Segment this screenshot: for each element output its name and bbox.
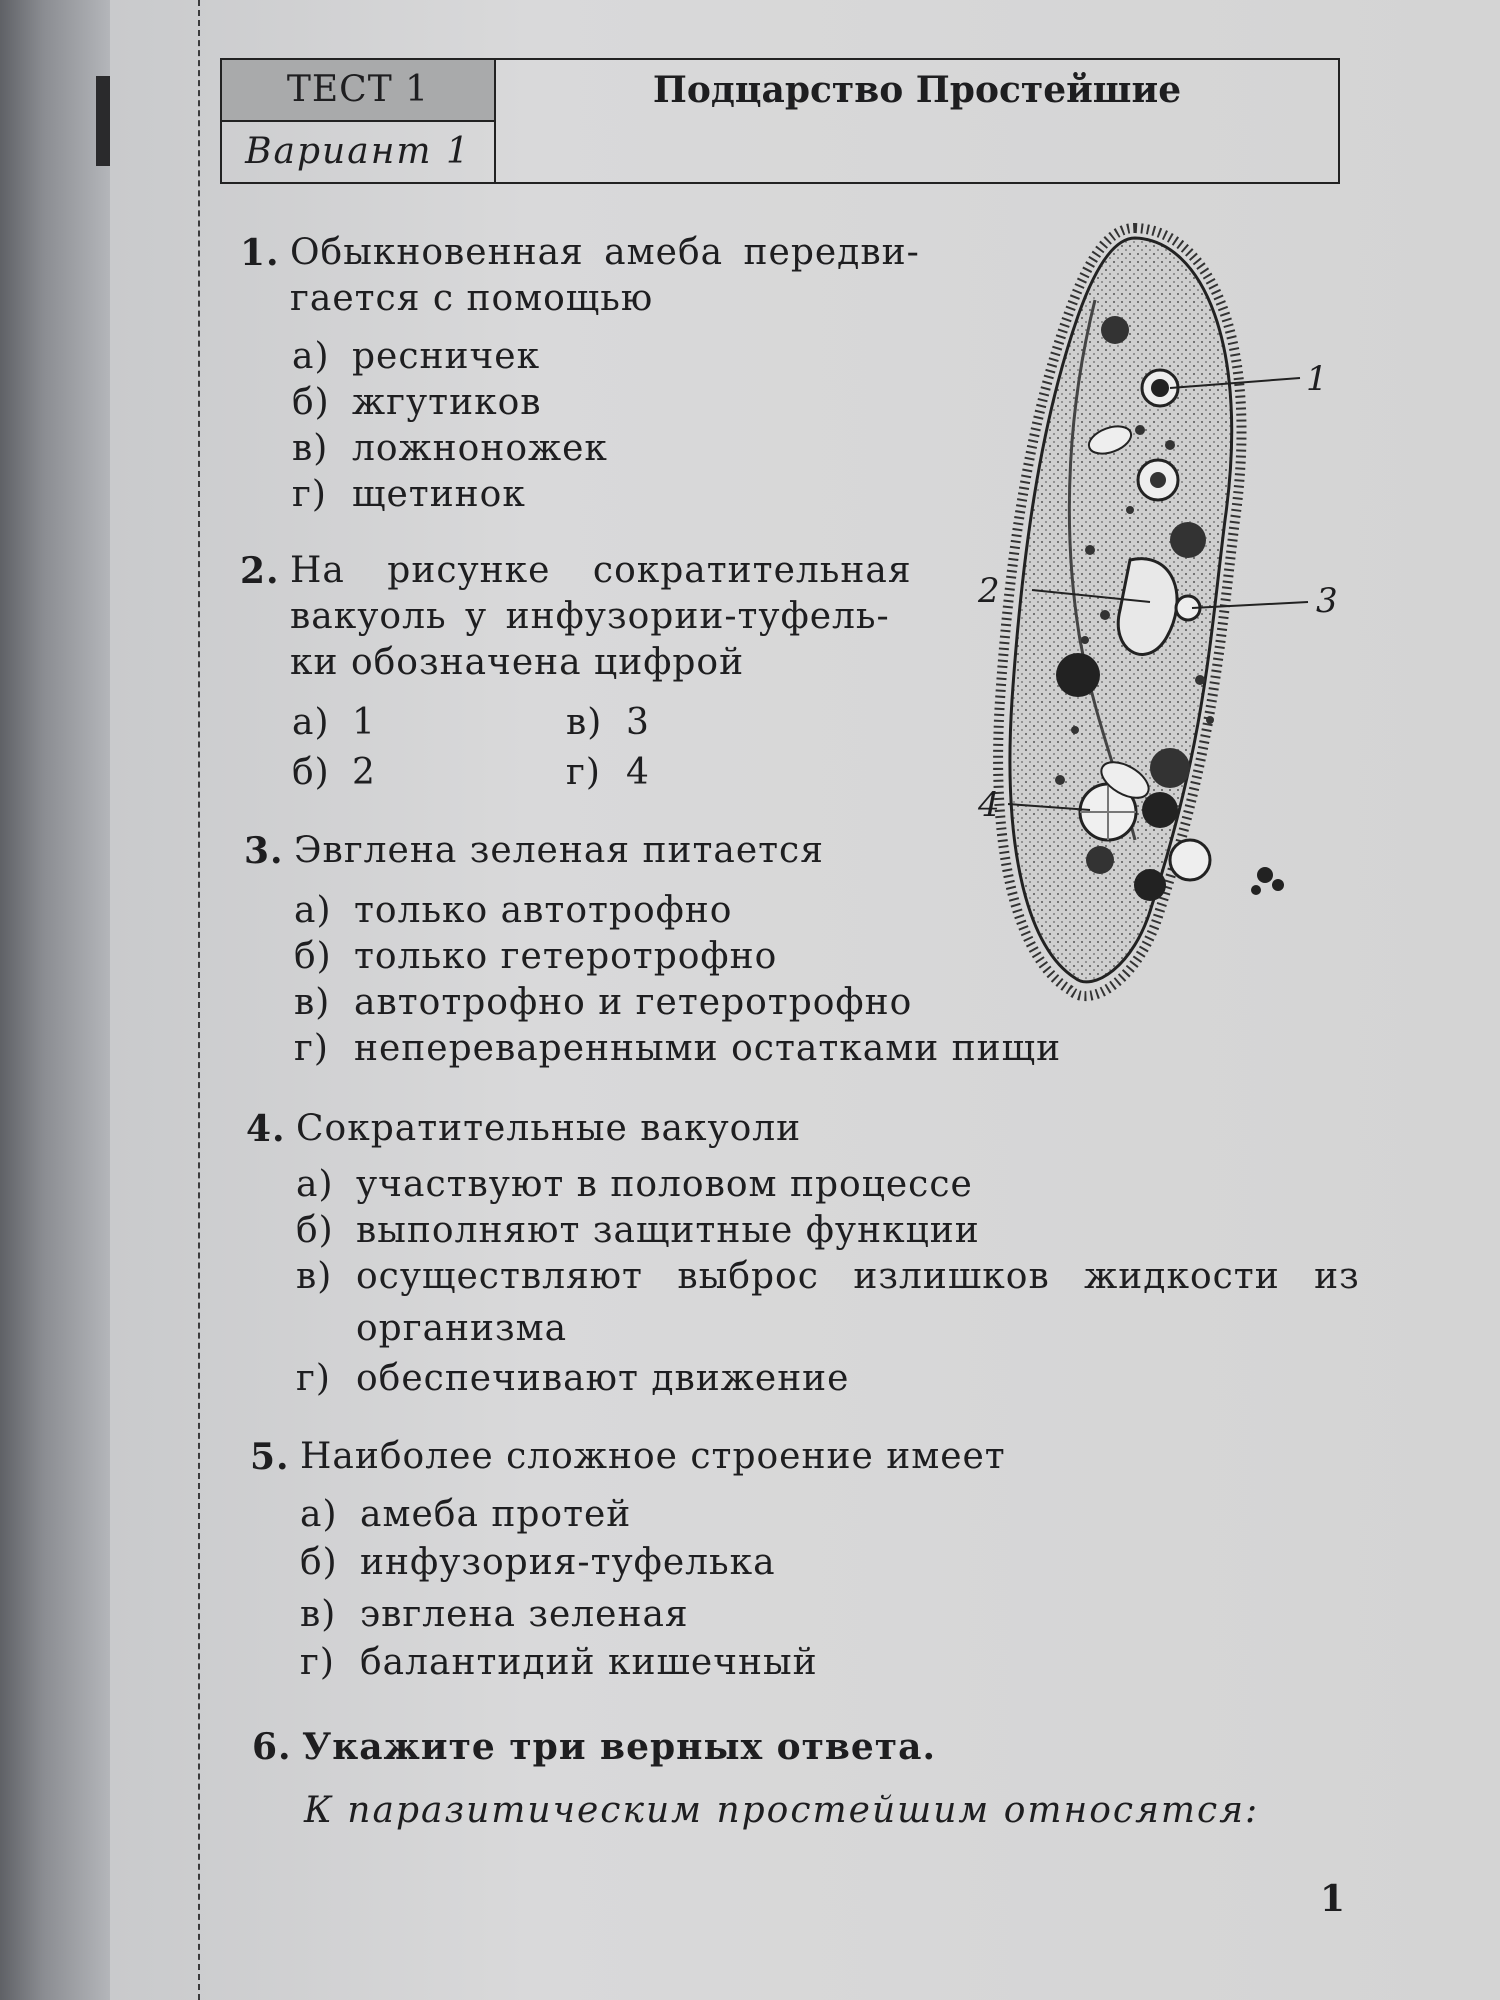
option-letter: б) bbox=[292, 382, 330, 423]
option-letter: б) bbox=[296, 1210, 334, 1251]
food-vacuole bbox=[1142, 792, 1178, 828]
question-stem: Сократительные вакуоли bbox=[296, 1108, 802, 1149]
question-number: 1. bbox=[240, 232, 280, 274]
option[interactable] bbox=[292, 472, 526, 518]
option-text: 4 bbox=[626, 752, 650, 793]
food-vacuole bbox=[1170, 522, 1206, 558]
option[interactable] bbox=[300, 1592, 689, 1638]
food-vacuole bbox=[1086, 846, 1114, 874]
page-number: 1 bbox=[1320, 1878, 1346, 1920]
figure-label-4: 4 bbox=[978, 785, 1000, 825]
book-spine bbox=[0, 0, 110, 2000]
option-letter: в) bbox=[300, 1594, 337, 1635]
option-text: 3 bbox=[626, 702, 650, 743]
option[interactable] bbox=[294, 888, 732, 934]
option[interactable] bbox=[292, 750, 376, 796]
option-letter: а) bbox=[294, 890, 332, 931]
question-number: 5. bbox=[250, 1436, 290, 1478]
stem-line: Обыкновенная амеба передви- bbox=[290, 232, 920, 273]
figure-label-2: 2 bbox=[978, 571, 1000, 611]
option[interactable] bbox=[296, 1254, 1360, 1300]
option-letter: б) bbox=[300, 1542, 338, 1583]
particle bbox=[1251, 885, 1261, 895]
option-text: 2 bbox=[352, 752, 376, 793]
option[interactable] bbox=[300, 1492, 631, 1538]
food-vacuole bbox=[1170, 840, 1210, 880]
question-number: 4. bbox=[246, 1108, 286, 1150]
question-stem bbox=[290, 548, 912, 686]
option[interactable] bbox=[292, 380, 542, 426]
option[interactable] bbox=[300, 1540, 776, 1586]
question-subprompt: К паразитическим простейшим относятся: bbox=[304, 1790, 1260, 1831]
option-text: щетинок bbox=[352, 474, 526, 515]
option-letter: б) bbox=[294, 936, 332, 977]
food-vacuole bbox=[1134, 869, 1166, 901]
option-text: организма bbox=[356, 1308, 568, 1349]
test-label: ТЕСТ 1 bbox=[222, 60, 496, 122]
option-text: выполняют защитные функции bbox=[356, 1210, 980, 1251]
food-vacuole bbox=[1101, 316, 1129, 344]
option-letter: г) bbox=[566, 752, 601, 793]
option-continuation bbox=[356, 1306, 567, 1352]
question-stem bbox=[290, 230, 920, 322]
option-text: автотрофно и гетеротрофно bbox=[354, 982, 913, 1023]
option-text: обеспечивают движение bbox=[356, 1358, 850, 1399]
option[interactable] bbox=[296, 1162, 973, 1208]
option-text: инфузория-туфелька bbox=[360, 1542, 776, 1583]
option-letter: в) bbox=[566, 702, 603, 743]
cut-line bbox=[198, 0, 200, 2000]
option-text: 1 bbox=[352, 702, 376, 743]
option[interactable] bbox=[296, 1356, 849, 1402]
option-text: ресничек bbox=[352, 336, 541, 377]
option-text: только автотрофно bbox=[354, 890, 733, 931]
option[interactable] bbox=[292, 334, 540, 380]
figure-label-1: 1 bbox=[1306, 359, 1328, 399]
option[interactable] bbox=[294, 934, 777, 980]
option-text: только гетеротрофно bbox=[354, 936, 778, 977]
food-vacuole-core bbox=[1150, 472, 1166, 488]
page-title: Подцарство Простейшие bbox=[652, 69, 1182, 111]
option-letter: г) bbox=[296, 1358, 331, 1399]
option-text: непереваренными остатками пищи bbox=[354, 1028, 1062, 1069]
option[interactable] bbox=[566, 700, 650, 746]
option-letter: а) bbox=[300, 1494, 338, 1535]
option-text: осуществляют выброс излишков жидкости из bbox=[356, 1256, 1360, 1297]
question-number: 2. bbox=[240, 550, 280, 592]
test-header bbox=[220, 58, 1340, 184]
stem-line: ки обозначена цифрой bbox=[290, 642, 745, 683]
option-text: амеба протей bbox=[360, 1494, 632, 1535]
option-text: ложноножек bbox=[352, 428, 608, 469]
option[interactable] bbox=[294, 980, 912, 1026]
figure-label-3: 3 bbox=[1316, 581, 1338, 621]
option-letter: в) bbox=[292, 428, 329, 469]
option[interactable] bbox=[292, 426, 608, 472]
variant-label: Вариант 1 bbox=[222, 122, 496, 184]
option-letter: г) bbox=[300, 1642, 335, 1683]
option-text: участвуют в половом процессе bbox=[356, 1164, 973, 1205]
stem-line: На рисунке сократительная bbox=[290, 550, 912, 591]
option-text: эвглена зеленая bbox=[360, 1594, 689, 1635]
question-stem: Наиболее сложное строение имеет bbox=[300, 1436, 1006, 1477]
question-number: 3. bbox=[244, 830, 284, 872]
food-vacuole bbox=[1150, 748, 1190, 788]
stem-line: гается с помощью bbox=[290, 278, 654, 319]
option-text: жгутиков bbox=[352, 382, 542, 423]
option-letter: б) bbox=[292, 752, 330, 793]
stem-line: вакуоль у инфузории-туфель- bbox=[290, 596, 890, 637]
option[interactable] bbox=[300, 1640, 818, 1686]
option-letter: а) bbox=[292, 702, 330, 743]
food-vacuole bbox=[1056, 653, 1100, 697]
option-letter: а) bbox=[296, 1164, 334, 1205]
question-stem: Эвглена зеленая питается bbox=[294, 830, 824, 871]
option-letter: г) bbox=[294, 1028, 329, 1069]
option-letter: в) bbox=[296, 1256, 333, 1297]
particle bbox=[1257, 867, 1273, 883]
option[interactable] bbox=[294, 1026, 1061, 1072]
particle bbox=[1272, 879, 1284, 891]
option-letter: г) bbox=[292, 474, 327, 515]
option[interactable] bbox=[296, 1208, 980, 1254]
option[interactable] bbox=[292, 700, 376, 746]
option-text: балантидий кишечный bbox=[360, 1642, 818, 1683]
option[interactable] bbox=[566, 750, 650, 796]
option-letter: в) bbox=[294, 982, 331, 1023]
option-letter: а) bbox=[292, 336, 330, 377]
question-stem: Укажите три верных ответа. bbox=[302, 1726, 936, 1768]
paramecium-figure bbox=[960, 220, 1350, 1020]
question-number: 6. bbox=[252, 1726, 292, 1768]
